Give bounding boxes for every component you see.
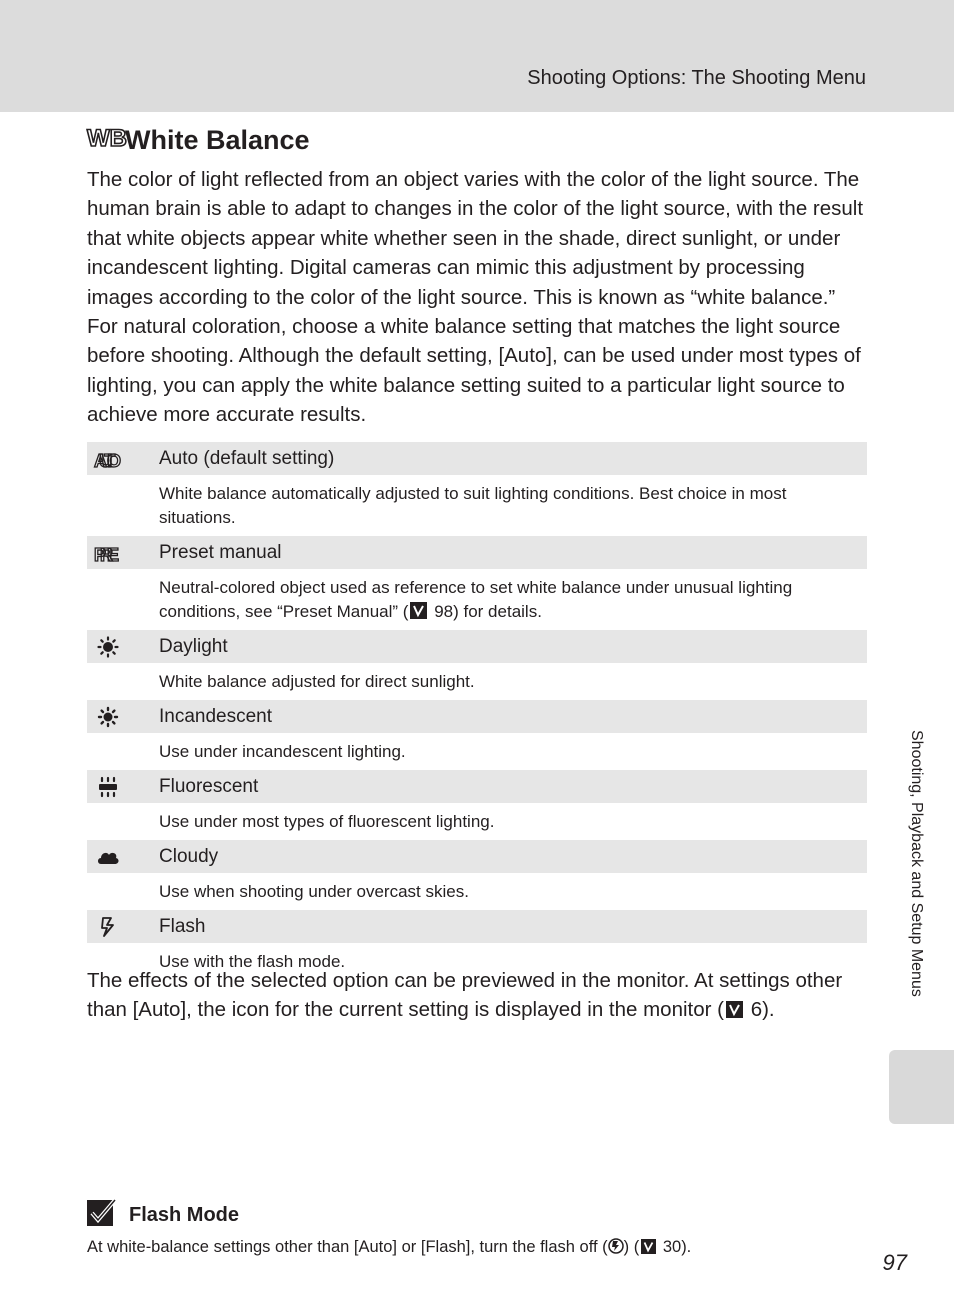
options-table [87,442,867,980]
outro-text: ). [762,998,775,1022]
header-band [0,0,954,112]
sun-icon [96,635,120,659]
chapter-tab [889,1050,954,1124]
page-number: 97 [882,1250,907,1275]
note-text [87,1238,691,1257]
white-balance-icon [87,124,127,157]
option-desc: White balance automatically adjusted to suit lighting conditions. Best choice in most situations. [159,484,787,527]
note-text-part: ) ( [623,1238,640,1256]
option-name: Fluorescent [159,775,259,797]
outro-paragraph [87,966,867,1025]
outro-text: The effects of the selected option can be previewed in the monitor. At settings other than [Auto], the icon for the current setting is displayed in the monitor ( [87,969,843,1022]
option-desc: Use under incandescent lighting. [159,742,406,761]
section-title [87,124,310,157]
option-row-auto [87,442,867,475]
option-desc: Use when shooting under overcast skies. [159,882,469,901]
option-name: Incandescent [159,705,273,727]
page-ref: 6 [750,998,763,1022]
page-ref-icon [410,602,427,619]
auto-icon [96,447,120,471]
option-row-preset [87,536,867,569]
note-text-part: At white-balance settings other than [Auto] or [Flash], turn the flash off ( [87,1238,608,1256]
option-desc [87,569,867,630]
incandescent-icon [96,705,120,729]
option-name: Preset manual [159,541,282,563]
option-desc-text: Neutral-colored object used as reference to set white balance under unusual lighting conditions, see “Preset Manual” ( [159,578,793,621]
side-label [907,730,927,1040]
option-name: Auto (default setting) [159,447,335,469]
page-ref-icon [726,1001,743,1018]
intro-text: The color of light reflected from an object varies with the color of the light source. The human brain is able to adapt to changes in the color of the light source, with the result that white objects appear white whether seen in the shade, direct sunlight, or under incandescent lighting. Digital cameras can mimic this adjustment by processing images according to the color of the light source. This is known as “white balance.” For natural coloration, choose a white balance setting that matches the light source before shooting. Although the default setting, [Auto], can be used under most types of lighting, you can apply the white balance setting suited to a particular light source to achieve more accurate results. [87,168,864,427]
page-ref-icon [641,1239,656,1254]
option-name: Daylight [159,635,228,657]
option-name: Flash [159,915,206,937]
checkmark-icon [87,1198,117,1232]
option-row-flash [87,910,867,943]
preset-icon [96,541,120,565]
flash-icon [96,915,120,939]
option-row-cloudy [87,840,867,873]
option-row-daylight [87,630,867,663]
svg-text:AUTO: AUTO [94,451,121,471]
note-title-text: Flash Mode [129,1203,240,1226]
flash-off-icon [608,1238,624,1256]
option-desc: Use with the flash mode. [159,952,346,971]
option-row-fluorescent [87,770,867,803]
cloud-icon [96,845,120,869]
svg-text:PRE: PRE [94,545,119,565]
note-title [87,1198,239,1232]
option-name: Cloudy [159,845,219,867]
section-title-text: White Balance [125,125,310,155]
fluorescent-icon [96,775,120,799]
option-row-incandescent [87,700,867,733]
option-desc: White balance adjusted for direct sunlight. [159,672,475,691]
note-text-part: ). [681,1238,692,1256]
page-ref: 98 [434,602,454,621]
running-header: Shooting Options: The Shooting Menu [527,67,866,89]
svg-text:WB: WB [87,125,127,152]
option-desc-text: ) for details. [453,602,542,621]
side-label-text: Shooting, Playback and Setup Menus [908,730,925,997]
intro-paragraph [87,165,867,430]
option-desc: Use under most types of fluorescent lighting. [159,812,495,831]
page-ref: 30 [662,1238,682,1256]
